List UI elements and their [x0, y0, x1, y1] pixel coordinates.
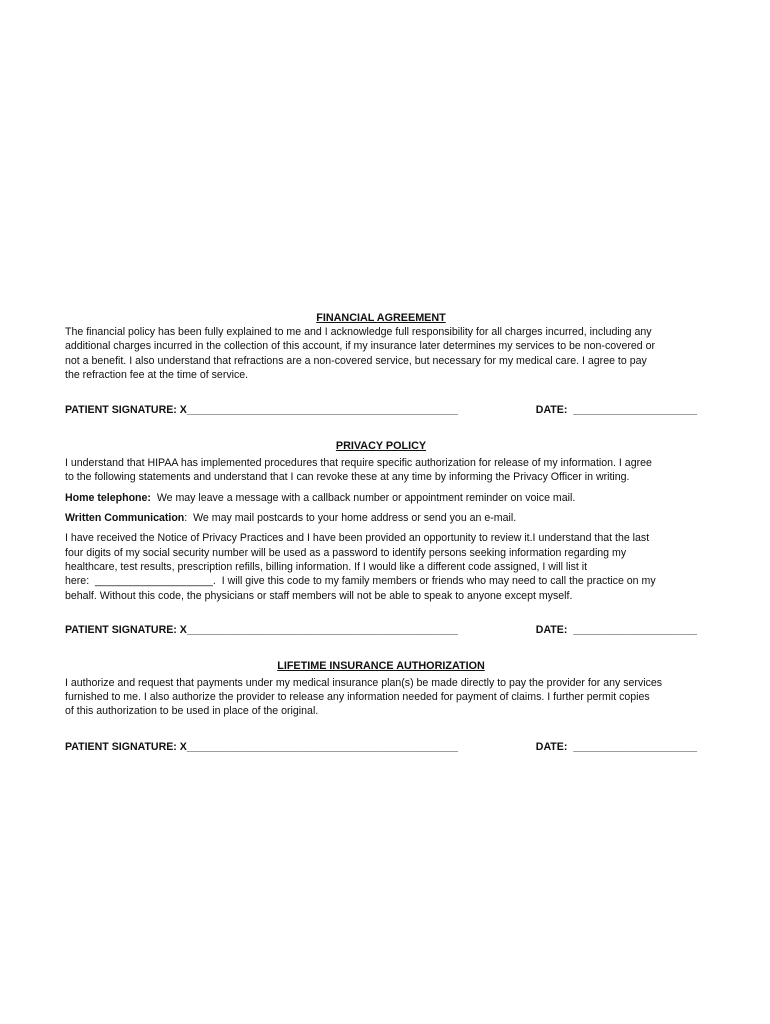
consent-form	[65, 311, 697, 754]
patient-signature-field[interactable]: ______________________________________________	[186, 623, 458, 636]
patient-signature-label: PATIENT SIGNATURE: X	[65, 404, 187, 417]
text-line: here: ____________________. I will give this code to my family members or friends who may need to call the practice on my	[65, 575, 656, 588]
text-line: of this authorization to be used in place of the original.	[65, 705, 319, 718]
date-label: DATE:	[535, 623, 574, 636]
date-field[interactable]: _____________________	[573, 740, 697, 753]
date-field[interactable]: _____________________	[573, 404, 697, 417]
text-line: not a benefit. I also understand that refractions are a non-covered service, but necessary for my medical care. I agree to pay	[65, 354, 647, 367]
financial-signature-row	[65, 403, 697, 417]
patient-signature-label: PATIENT SIGNATURE: X	[65, 740, 187, 753]
text-line: I authorize and request that payments under my medical insurance plan(s) be made directly to pay the provider for any services	[65, 676, 663, 689]
privacy-policy-heading: PRIVACY POLICY	[335, 440, 427, 453]
insurance-authorization-heading: LIFETIME INSURANCE AUTHORIZATION	[277, 659, 485, 672]
insurance-authorization-text	[65, 676, 697, 719]
text-line: healthcare, test results, prescription refills, billing information. If I would like a different code assigned, I will list it	[65, 560, 588, 573]
privacy-signature-row	[65, 623, 697, 637]
patient-signature-field[interactable]: ______________________________________________	[186, 740, 458, 753]
text-line: behalf. Without this code, the physicians or staff members will not be able to speak to anyone except myself.	[65, 589, 573, 602]
text-line: I understand that HIPAA has implemented procedures that require specific authorization for release of my information. I agree	[65, 457, 652, 470]
home-telephone-desc: We may leave a message with a callback number or appointment reminder on voice mail.	[150, 491, 576, 504]
date-label: DATE:	[535, 404, 574, 417]
text-line: the refraction fee at the time of service.	[65, 368, 249, 381]
text-line: additional charges incurred in the collection of this account, if my insurance later determines my services to be non-covered or	[65, 340, 656, 353]
text-line: to the following statements and understand that I can revoke these at any time by informing the Privacy Officer in writing.	[65, 471, 630, 484]
insurance-signature-row	[65, 740, 697, 754]
home-telephone-text	[65, 491, 697, 505]
date-label: DATE:	[535, 740, 574, 753]
financial-agreement-section	[65, 311, 697, 417]
text-line: furnished to me. I also authorize the provider to release any information needed for payment of claims. I further permit copies	[65, 691, 650, 704]
home-telephone-label: Home telephone:	[65, 491, 151, 504]
patient-signature-label: PATIENT SIGNATURE: X	[65, 623, 187, 636]
date-field[interactable]: _____________________	[573, 623, 697, 636]
privacy-intro-text	[65, 456, 697, 485]
written-communication-label: Written Communication	[65, 512, 185, 525]
financial-agreement-text	[65, 325, 697, 382]
text-line: The financial policy has been fully explained to me and I acknowledge full responsibility for all charges incurred, including any	[65, 326, 652, 338]
text-line: I have received the Notice of Privacy Practices and I have been provided an opportunity to review it.I understand that the last	[65, 532, 650, 545]
written-communication-text	[65, 511, 697, 525]
financial-agreement-heading: FINANCIAL AGREEMENT	[316, 312, 446, 324]
privacy-notice-text	[65, 531, 697, 602]
text-line: four digits of my social security number will be used as a password to identify persons seeking information regarding my	[65, 546, 627, 559]
insurance-authorization-section	[65, 659, 697, 754]
privacy-policy-section	[65, 439, 697, 637]
patient-signature-field[interactable]: ______________________________________________	[186, 404, 458, 417]
written-communication-desc: : We may mail postcards to your home address or send you an e-mail.	[184, 512, 517, 525]
